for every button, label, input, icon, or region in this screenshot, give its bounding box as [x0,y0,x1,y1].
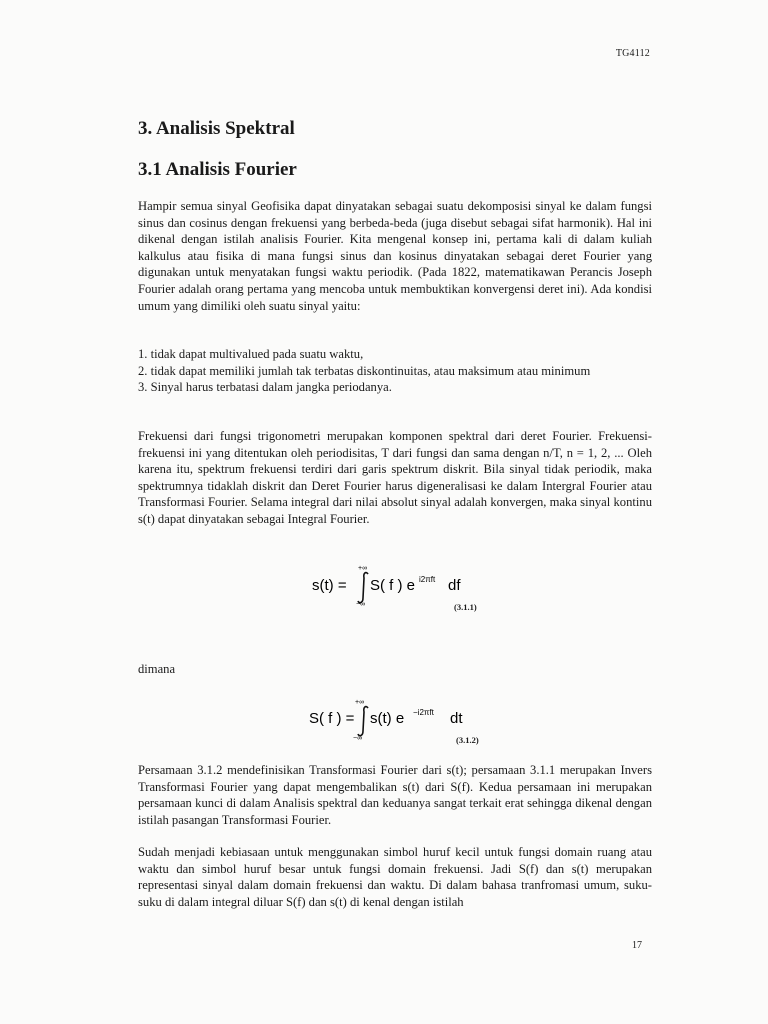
equation-exponent: i2πft [419,575,436,584]
integral-sign-icon [358,707,368,736]
equation-inverse-fourier [312,562,512,614]
lower-limit: −∞ [356,601,366,608]
equation-lhs: s(t) = [312,577,347,594]
condition-item: 3. Sinyal harus terbatasi dalam jangka periodanya. [138,380,392,395]
equation-differential: dt [450,710,463,727]
equation-differential: df [448,577,461,594]
equation-fourier-transform [309,694,509,746]
integral-sign-icon [358,573,368,603]
section-title: 3.1 Analisis Fourier [138,159,297,180]
equation-lhs: S( f ) = [309,710,355,727]
chapter-title: 3. Analisis Spektral [138,118,295,139]
lower-limit: −∞ [353,735,363,742]
equation-exponent: −i2πft [413,708,434,717]
notation-paragraph: Sudah menjadi kebiasaan untuk menggunakan simbol huruf kecil untuk fungsi domain ruang atau waktu dan simbol huruf besar untuk fungsi domain frekuensi. Jadi S(f) dan s(t) merupakan representasi sinyal dalam domain frekuensi dan waktu. Di dalam bahasa tranfromasi umum, suku-suku di dalam integral diluar S(f) dan s(t) di kenal dengan istilah [138,845,652,909]
equation-integrand: s(t) e [370,710,405,727]
condition-item: 1. tidak dapat multivalued pada suatu waktu, [138,347,364,361]
spectral-paragraph: Frekuensi dari fungsi trigonometri merupakan komponen spektral dari deret Fourier. Frekuensi-frekuensi ini yang ditentukan oleh periodisitas, T dari fungsi dan sama dengan n/T, n = 1, 2, ... Oleh karena itu, spektrum frekuensi terdiri dari garis spektrum diskrit. Bila sinyal tidak periodik, maka spektrumnya tidaklah diskrit dan Deret Fourier harus digeneralisasi ke dalam Intergral Fourier atau Transformasi Fourier. Selama integral dari nilai absolut sinyal adalah konvergen, maka sinyal kontinu s(t) dapat dinyatakan sebagai Integral Fourier. [138,429,652,526]
conditions-list [138,346,618,396]
equation-number: (3.1.1) [454,602,477,612]
connector-word: dimana [138,662,176,676]
condition-item: 2. tidak dapat memiliki jumlah tak terbatas diskontinuitas, atau maksimum atau minimum [138,363,591,378]
equation-integrand: S( f ) e [370,577,416,594]
transform-pair-paragraph: Persamaan 3.1.2 mendefinisikan Transformasi Fourier dari s(t); persamaan 3.1.1 merupakan Invers Transformasi Fourier yang dapat mengembalikan s(t) dari S(f). Kedua persamaan ini merupakan persamaan kunci di dalam Analisis spektral dan keduanya sangat terkait erat sehingga dikenal dengan istilah pasangan Transformasi Fourier. [138,763,652,827]
intro-paragraph: Hampir semua sinyal Geofisika dapat dinyatakan sebagai suatu dekomposisi sinyal ke dalam fungsi sinus dan cosinus dengan frekuensi yang berbeda-beda (juga disebut sebagai sifat harmonik). Hal ini dikenal dengan istilah analisis Fourier. Kita mengenal konsep ini, pertama kali di dalam kuliah kalkulus atau fisika di mana fungsi sinus dan kosinus dinyatakan sebagai deret Fourier yang digunakan untuk menyatakan fungsi waktu periodik. (Pada 1822, matematikawan Perancis Joseph Fourier adalah orang pertama yang mencoba untuk membuktikan konvergensi deret ini). Ada kondisi umum yang dimiliki oleh suatu sinyal yaitu: [138,199,652,313]
upper-limit: +∞ [355,699,365,706]
upper-limit: +∞ [358,565,368,572]
equation-number: (3.1.2) [456,735,479,745]
course-code: TG4112 [615,48,650,59]
page-number: 17 [632,940,642,951]
